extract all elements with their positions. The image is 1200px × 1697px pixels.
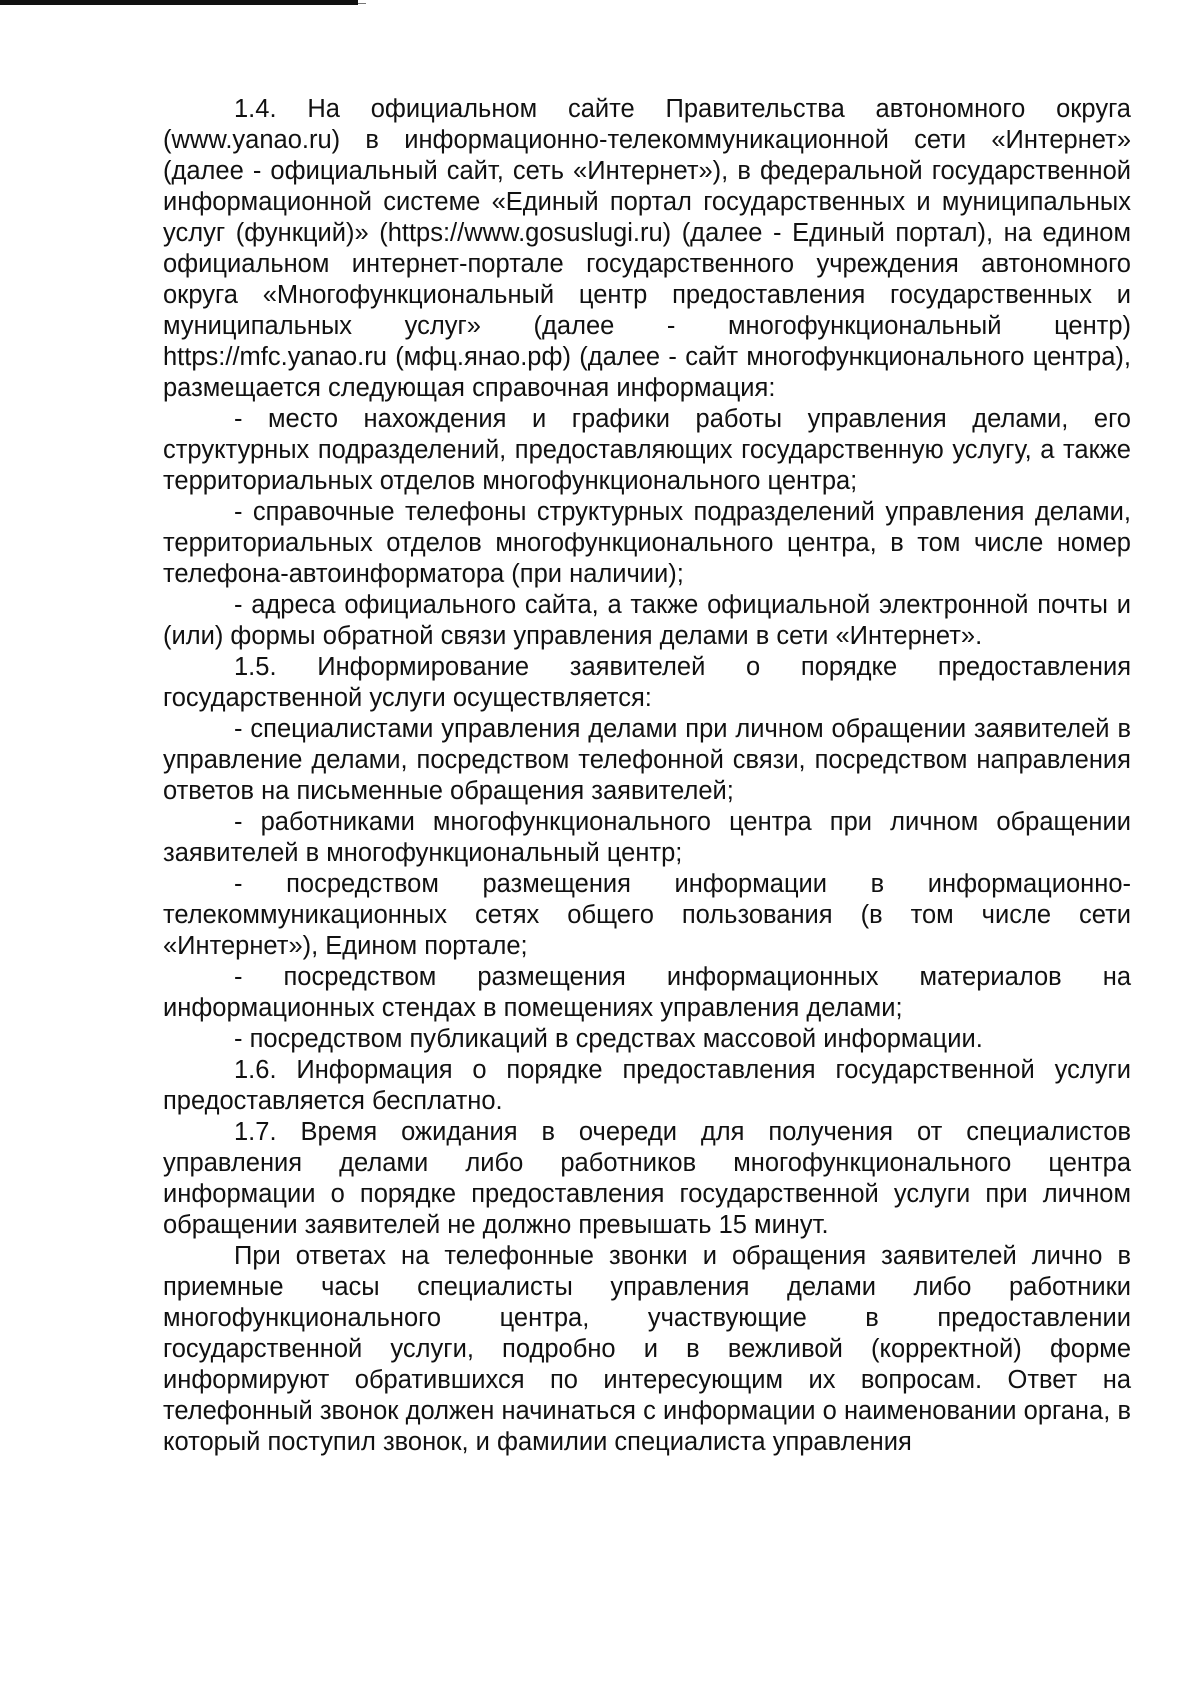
list-item-website-addresses: - адреса официального сайта, а также официальной электронной почты и (или) формы обратной связи управления делами в сети «Интернет». — [163, 591, 1131, 650]
list-item-specialists: - специалистами управления делами при личном обращении заявителей в управление делами, посредством телефонной связи, посредством направления ответов на письменные обращения заявителей; — [163, 715, 1131, 805]
list-item-mass-media: - посредством публикаций в средствах массовой информации. — [234, 1025, 983, 1053]
paragraph-1-5-informing: 1.5. Информирование заявителей о порядке предоставления государственной услуги осуществляется: — [163, 653, 1131, 712]
paragraph-1-7-waiting-time: 1.7. Время ожидания в очереди для получения от специалистов управления делами либо работников многофункционального центра информации о порядке предоставления государственной услуги при личном обращении заявителей не должно превышать 15 минут. — [163, 1118, 1131, 1239]
document-body — [163, 94, 1131, 1458]
paragraph-1-4-website-info: 1.4. На официальном сайте Правительства автономного округа (www.yanao.ru) в информационно-телекоммуникационной сети «Интернет» (далее - официальный сайт, сеть «Интернет»), в федеральной государственной информационной системе «Единый портал государственных и муниципальных услуг (функций)» (https://www.gosuslugi.ru) (далее - Единый портал), на едином официальном интернет-портале государственного учреждения автономного округа «Многофункциональный центр предоставления государственных и муниципальных услуг» (далее - многофункциональный центр) https://mfc.yanao.ru (мфц.янао.рф) (далее - сайт многофункционального центра), размещается следующая справочная информация: — [163, 95, 1131, 402]
scan-edge-rule — [0, 0, 358, 5]
list-item-stands: - посредством размещения информационных материалов на информационных стендах в помещениях управления делами; — [163, 963, 1131, 1022]
list-item-mfc-workers: - работниками многофункционального центра при личном обращении заявителей в многофункциональный центр; — [163, 808, 1131, 867]
paragraph-phone-answers: При ответах на телефонные звонки и обращения заявителей лично в приемные часы специалисты управления делами либо работники многофункционального центра, участвующие в предоставлении государственной услуги, подробно и в вежливой (корректной) форме информируют обратившихся по интересующим их вопросам. Ответ на телефонный звонок должен начинаться с информации о наименовании органа, в который поступил звонок, и фамилии специалиста управления — [163, 1242, 1131, 1456]
scan-edge-rule-tail — [358, 3, 366, 4]
list-item-reference-phones: - справочные телефоны структурных подразделений управления делами, территориальных отделов многофункционального центра, в том числе номер телефона-автоинформатора (при наличии); — [163, 498, 1131, 588]
list-item-networks: - посредством размещения информации в информационно-телекоммуникационных сетях общего пользования (в том числе сети «Интернет»), Едином портале; — [163, 870, 1131, 960]
paragraph-1-6-free-info: 1.6. Информация о порядке предоставления государственной услуги предоставляется бесплатно. — [163, 1056, 1131, 1115]
list-item-location-schedule: - место нахождения и графики работы управления делами, его структурных подразделений, предоставляющих государственную услугу, а также территориальных отделов многофункционального центра; — [163, 405, 1131, 495]
